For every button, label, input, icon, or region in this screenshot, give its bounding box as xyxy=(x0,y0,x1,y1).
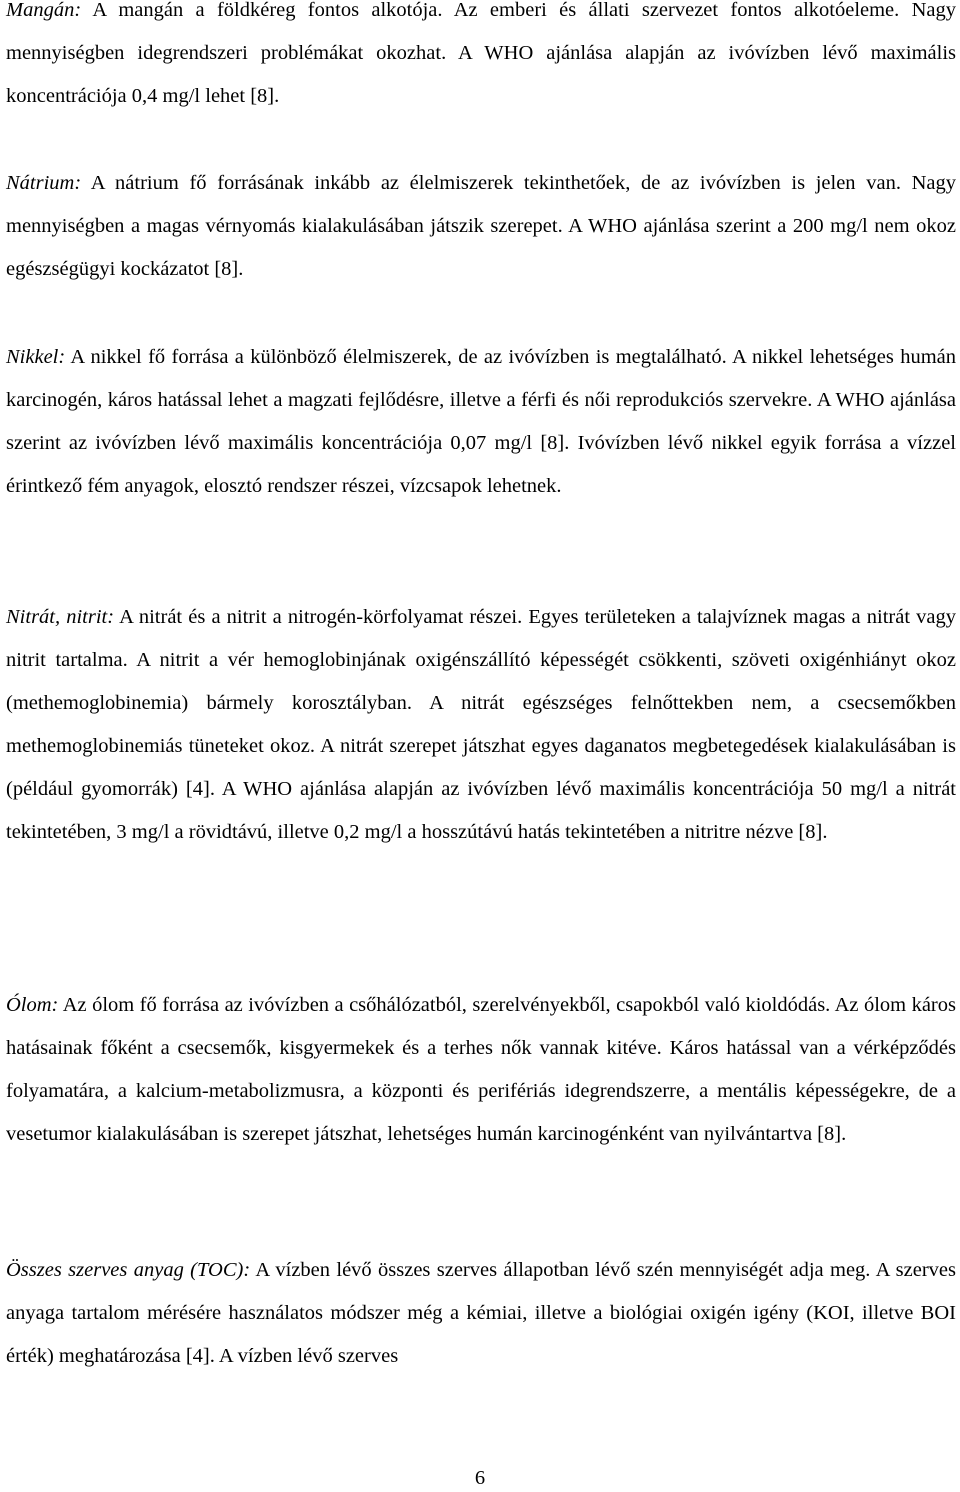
paragraph-natrium xyxy=(6,162,956,291)
term-nikkel: Nikkel: xyxy=(6,346,66,368)
paragraph-olom xyxy=(6,984,956,1156)
paragraph-mangan xyxy=(6,0,956,118)
term-nitrat-nitrit: Nitrát, nitrit: xyxy=(6,606,115,628)
paragraph-mangan-text: A mangán a földkéreg fontos alkotója. Az emberi és állati szervezet fontos alkotóeleme. Nagy mennyiségben idegrendszeri problémákat okozhat. A WHO ajánlása alapján az ivóvízben lévő maximális koncentrációja 0,4 mg/l lehet [8]. xyxy=(6,0,956,107)
term-mangan: Mangán: xyxy=(6,0,82,21)
paragraph-natrium-text: A nátrium fő forrásának inkább az élelmiszerek tekinthetőek, de az ivóvízben is jelen van. Nagy mennyiségben a magas vérnyomás kialakulásában játszik szerepet. A WHO ajánlása szerint a 200 mg/l nem okoz egészségügyi kockázatot [8]. xyxy=(6,172,956,280)
paragraph-olom-text: Az ólom fő forrása az ivóvízben a csőhálózatból, szerelvényekből, csapokból való kioldódás. Az ólom káros hatásainak főként a csecsemők, kisgyermekek és a terhes nők vannak kitéve. Káros hatással van a vérképződés folyamatára, a kalcium-metabolizmusra, a központi és perifériás idegrendszerre, a mentális képességekre, de a vesetumor kialakulásában is szerepet játszhat, lehetséges humán karcinogénként van nyilvántartva [8]. xyxy=(6,994,956,1145)
paragraph-toc-text: A vízben lévő összes szerves állapotban lévő szén mennyiségét adja meg. A szerves anyaga tartalom mérésére használatos módszer még a kémiai, illetve a biológiai oxigén igény (KOI, illetve BOI érték) meghatározása [4]. A vízben lévő szerves xyxy=(6,1259,956,1367)
term-toc: Összes szerves anyag (TOC): xyxy=(6,1259,251,1281)
paragraph-nikkel-text: A nikkel fő forrása a különböző élelmiszerek, de az ivóvízben is megtalálható. A nikkel lehetséges humán karcinogén, káros hatással lehet a magzati fejlődésre, illetve a férfi és női reprodukciós szervekre. A WHO ajánlása szerint az ivóvízben lévő maximális koncentrációja 0,07 mg/l [8]. Ivóvízben lévő nikkel egyik forrása a vízzel érintkező fém anyagok, elosztó rendszer részei, vízcsapok lehetnek. xyxy=(6,346,956,497)
term-natrium: Nátrium: xyxy=(6,172,82,194)
page-number: 6 xyxy=(474,1467,486,1489)
paragraph-toc xyxy=(6,1249,956,1378)
paragraph-nitrat-nitrit xyxy=(6,596,956,853)
term-olom: Ólom: xyxy=(6,994,59,1016)
paragraph-nitrat-nitrit-text: A nitrát és a nitrit a nitrogén-körfolyamat részei. Egyes területeken a talajvíznek magas a nitrát vagy nitrit tartalma. A nitrit a vér hemoglobinjának oxigénszállító képességét csökkenti, szöveti oxigénhiányt okoz (methemoglobinemia) bármely korosztályban. A nitrát egészséges felnőttekben nem, a csecsemőkben methemoglobinemiás tüneteket okoz. A nitrát szerepet játszhat egyes daganatos megbetegedések kialakulásában is (például gyomorrák) [4]. A WHO ajánlása alapján az ivóvízben lévő maximális koncentrációja 50 mg/l a nitrát tekintetében, 3 mg/l a rövidtávú, illetve 0,2 mg/l a hosszútávú hatás tekintetében a nitritre nézve [8]. xyxy=(6,606,956,843)
paragraph-nikkel xyxy=(6,336,956,508)
